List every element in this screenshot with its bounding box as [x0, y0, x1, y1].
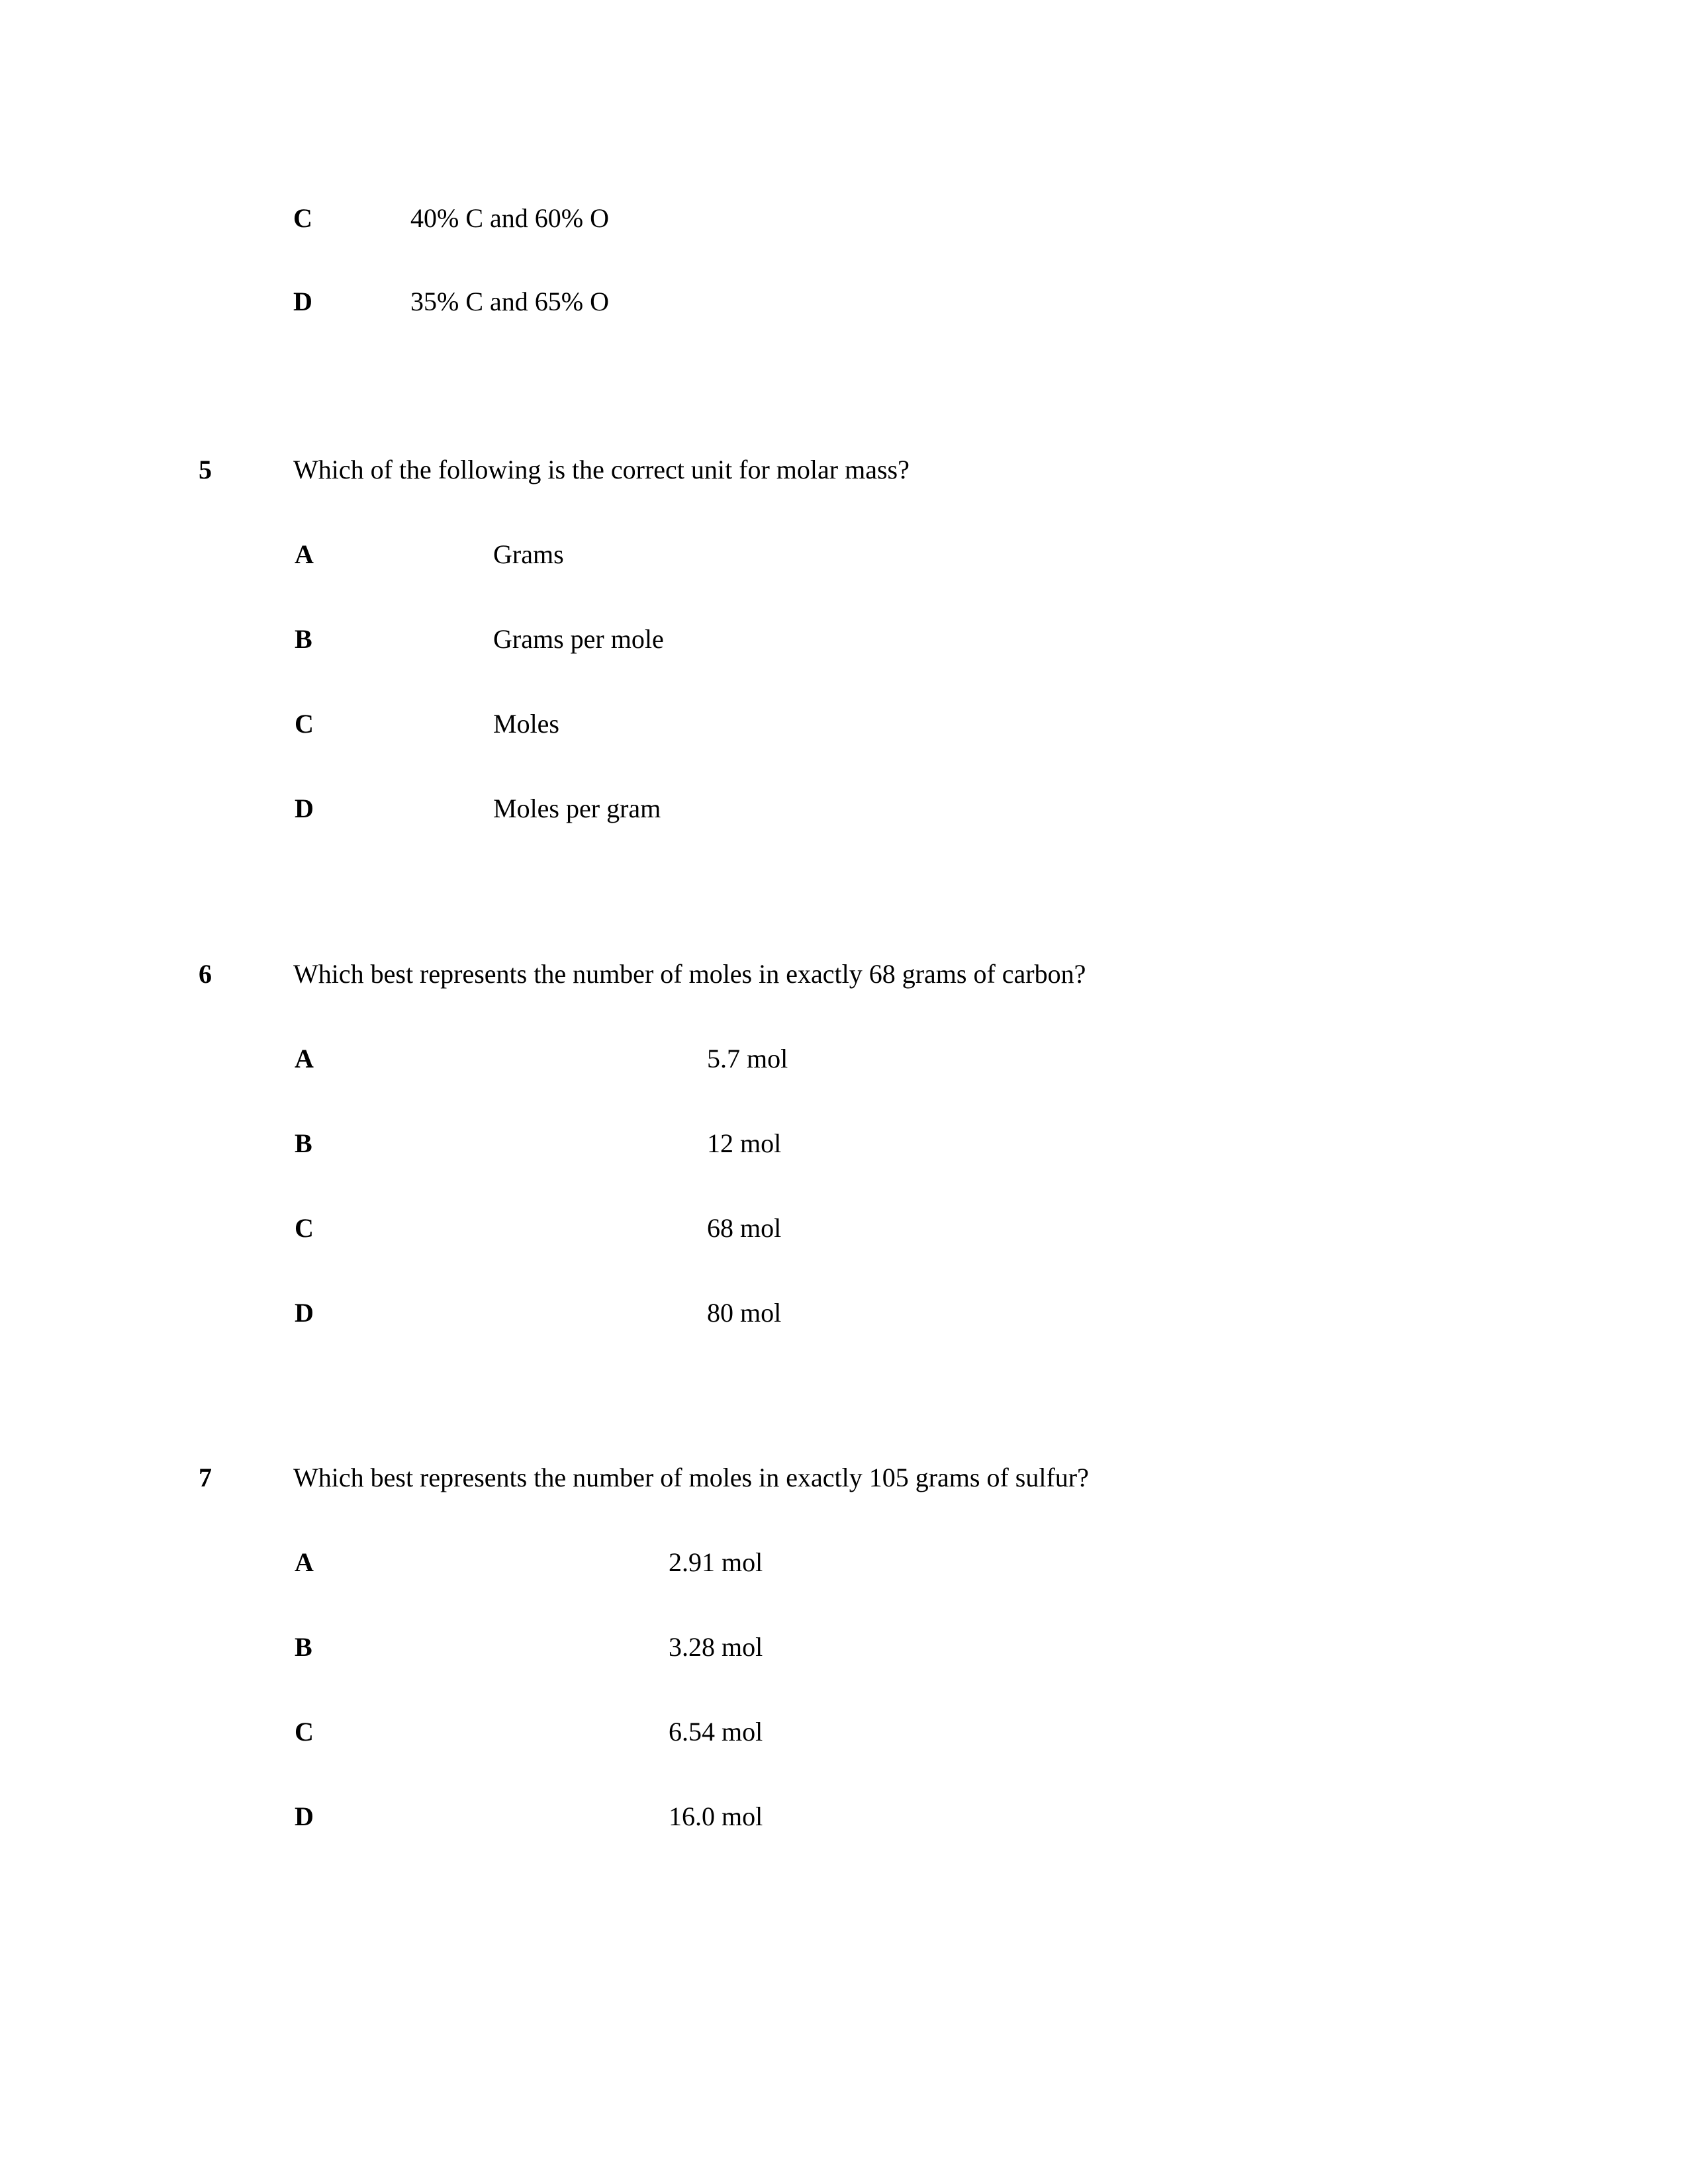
option-text: 6.54 mol — [669, 1717, 763, 1747]
option-row — [295, 1803, 763, 1830]
option-letter: A — [295, 1547, 314, 1577]
option-letter: C — [295, 1717, 314, 1747]
option-text: 80 mol — [707, 1298, 782, 1328]
option-row — [295, 1719, 763, 1745]
option-letter: D — [293, 287, 312, 316]
question-number: 6 — [199, 959, 212, 989]
option-text: 5.7 mol — [707, 1044, 788, 1073]
option-text: Moles per gram — [493, 794, 661, 823]
question-row — [199, 961, 1086, 987]
question-text: Which best represents the number of moles in exactly 105 grams of sulfur? — [293, 1463, 1089, 1492]
question-text: Which of the following is the correct unit for molar mass? — [293, 455, 910, 484]
option-text: Grams — [493, 539, 564, 569]
option-row — [295, 1549, 763, 1576]
option-row — [295, 711, 559, 737]
option-text: Grams per mole — [493, 624, 664, 654]
option-text: 35% C and 65% O — [410, 287, 609, 316]
option-letter: B — [295, 624, 312, 654]
option-row — [295, 1046, 788, 1072]
option-letter: A — [295, 539, 314, 569]
question-text: Which best represents the number of moles in exactly 68 grams of carbon? — [293, 959, 1086, 989]
option-letter: C — [295, 709, 314, 739]
option-row — [295, 1634, 763, 1661]
option-letter: A — [295, 1044, 314, 1073]
question-row — [199, 1465, 1089, 1491]
option-letter: D — [295, 1298, 314, 1328]
option-row — [295, 626, 664, 653]
option-text: 12 mol — [707, 1128, 782, 1158]
option-text: 16.0 mol — [669, 1801, 763, 1831]
option-text: 40% C and 60% O — [410, 203, 609, 233]
option-row — [293, 289, 609, 315]
option-row — [295, 1215, 781, 1242]
option-text: Moles — [493, 709, 559, 739]
option-letter: B — [295, 1632, 312, 1662]
option-row — [295, 541, 564, 568]
option-letter: C — [295, 1213, 314, 1243]
option-letter: D — [295, 794, 314, 823]
option-text: 3.28 mol — [669, 1632, 763, 1662]
option-letter: C — [293, 203, 312, 233]
option-text: 2.91 mol — [669, 1547, 763, 1577]
option-row — [295, 1130, 781, 1157]
question-row — [199, 457, 910, 483]
option-letter: D — [295, 1801, 314, 1831]
option-row — [295, 796, 661, 822]
question-number: 5 — [199, 455, 212, 484]
option-text: 68 mol — [707, 1213, 782, 1243]
option-row — [293, 205, 609, 232]
option-row — [295, 1300, 781, 1326]
option-letter: B — [295, 1128, 312, 1158]
question-number: 7 — [199, 1463, 212, 1492]
